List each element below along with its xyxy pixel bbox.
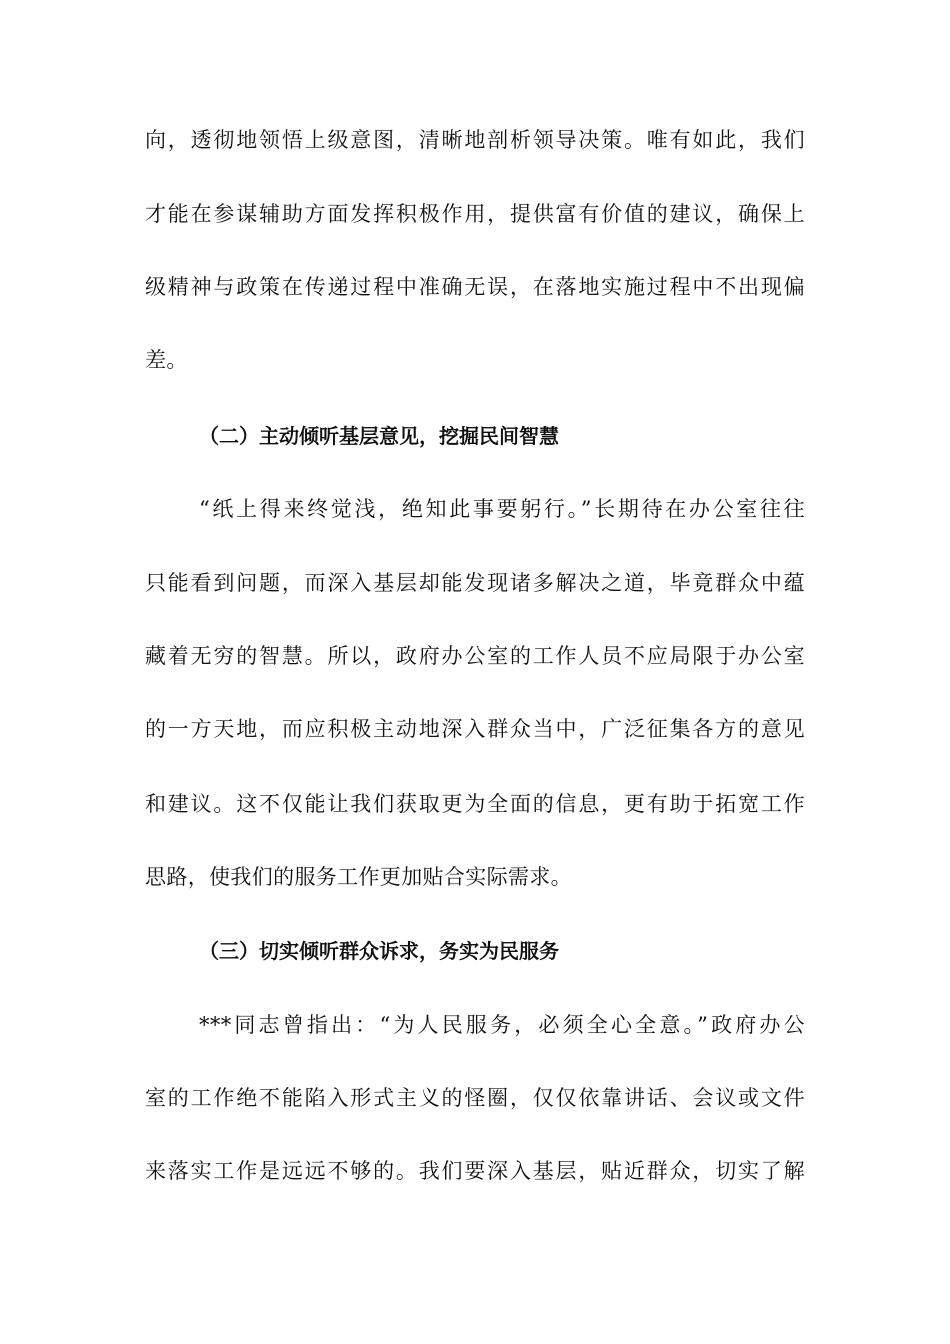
section-heading: （二）主动倾听基层意见，挖掘民间智慧 [199,424,559,448]
paragraph-line: 和建议。这不仅能让我们获取更为全面的信息，更有助于拓宽工作 [145,792,805,816]
paragraph-line: ***同志曾指出：“为人民服务，必须全心全意。”政府办公 [199,1013,805,1037]
paragraph-line: 来落实工作是远远不够的。我们要深入基层，贴近群众，切实了解 [145,1159,805,1183]
paragraph-line: 室的工作绝不能陷入形式主义的怪圈，仅仅依靠讲话、会议或文件 [145,1086,805,1110]
paragraph-line: 的一方天地，而应积极主动地深入群众当中，广泛征集各方的意见 [145,717,805,741]
paragraph-line: 级精神与政策在传递过程中准确无误，在落地实施过程中不出现偏 [145,275,805,299]
paragraph-line: 向，透彻地领悟上级意图，清晰地剖析领导决策。唯有如此，我们 [145,128,805,152]
paragraph-line: 差。 [145,348,188,372]
section-heading: （三）切实倾听群众诉求，务实为民服务 [199,939,559,963]
paragraph-line: 才能在参谋辅助方面发挥积极作用，提供富有价值的建议，确保上 [145,202,805,226]
paragraph-line: 只能看到问题，而深入基层却能发现诸多解决之道，毕竟群众中蕴 [145,571,805,595]
paragraph-line: 藏着无穷的智慧。所以，政府办公室的工作人员不应局限于办公室 [145,644,805,668]
paragraph-line: “纸上得来终觉浅，绝知此事要躬行。”长期待在办公室往往 [199,497,805,521]
paragraph-line: 思路，使我们的服务工作更加贴合实际需求。 [145,865,572,889]
